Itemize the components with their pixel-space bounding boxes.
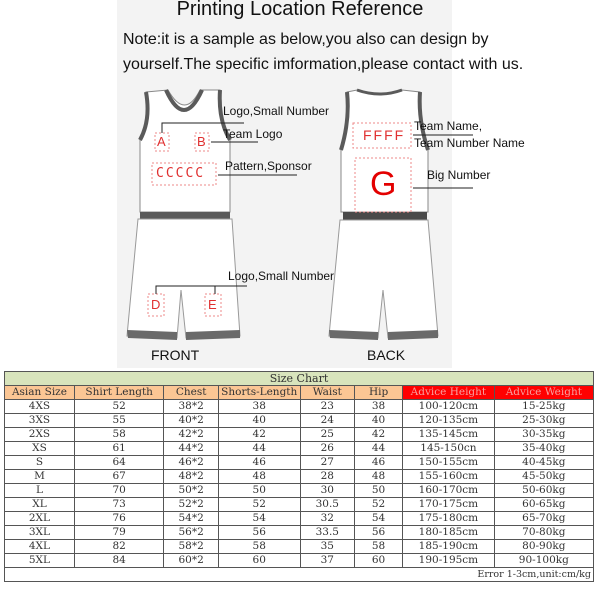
table-row (5, 526, 594, 540)
table-cell: 56 (354, 526, 402, 540)
table-cell: 60 (354, 554, 402, 568)
table-cell: 52 (354, 498, 402, 512)
col-chest: Chest (164, 386, 218, 400)
table-cell: 42 (354, 428, 402, 442)
table-cell: 38 (218, 400, 300, 414)
table-cell: 40 (218, 414, 300, 428)
mark-e: E (208, 297, 217, 312)
col-shorts-length: Shorts-Length (218, 386, 300, 400)
table-cell: 170-175cm (403, 498, 494, 512)
table-cell: 50*2 (164, 484, 218, 498)
table-cell: 33.5 (300, 526, 354, 540)
col-asian-size: Asian Size (5, 386, 75, 400)
table-cell: 40*2 (164, 414, 218, 428)
table-cell: 190-195cm (403, 554, 494, 568)
table-row (5, 554, 594, 568)
table-cell: 58 (74, 428, 164, 442)
table-cell: 90-100kg (494, 554, 593, 568)
table-cell: 38*2 (164, 400, 218, 414)
table-cell: 23 (300, 400, 354, 414)
table-cell: 79 (74, 526, 164, 540)
table-cell: 15-25kg (494, 400, 593, 414)
table-cell: 44 (218, 442, 300, 456)
mark-d: D (151, 297, 161, 312)
front-jersey (140, 90, 230, 219)
table-cell: 70 (74, 484, 164, 498)
table-cell: XS (5, 442, 75, 456)
table-row (5, 456, 594, 470)
col-shirt-length: Shirt Length (74, 386, 164, 400)
table-cell: 48*2 (164, 470, 218, 484)
back-view-label: BACK (367, 347, 406, 363)
table-cell: S (5, 456, 75, 470)
table-cell: 54*2 (164, 512, 218, 526)
table-row (5, 512, 594, 526)
table-cell: 2XS (5, 428, 75, 442)
label-pattern-sponsor: Pattern,Sponsor (225, 159, 312, 173)
table-cell: 60-65kg (494, 498, 593, 512)
table-cell: 37 (300, 554, 354, 568)
table-cell: 4XS (5, 400, 75, 414)
table-cell: 67 (74, 470, 164, 484)
col-advice-weight: Advice Weight (494, 386, 593, 400)
table-cell: L (5, 484, 75, 498)
table-cell: 46 (218, 456, 300, 470)
table-cell: 46*2 (164, 456, 218, 470)
table-cell: 27 (300, 456, 354, 470)
table-cell: 58 (218, 540, 300, 554)
table-cell: 73 (74, 498, 164, 512)
table-cell: 2XL (5, 512, 75, 526)
table-row (5, 540, 594, 554)
table-cell: XL (5, 498, 75, 512)
table-cell: 58 (354, 540, 402, 554)
back-shorts (329, 220, 438, 340)
table-cell: 56 (218, 526, 300, 540)
table-cell: 30 (300, 484, 354, 498)
col-waist: Waist (300, 386, 354, 400)
mark-b: B (197, 134, 206, 149)
mark-f: FFFF (363, 127, 406, 143)
table-cell: 3XL (5, 526, 75, 540)
table-cell: 61 (74, 442, 164, 456)
table-cell: 58*2 (164, 540, 218, 554)
size-chart-footnote: Error 1-3cm,unit:cm/kg (5, 568, 594, 582)
table-cell: 52*2 (164, 498, 218, 512)
table-cell: 40 (354, 414, 402, 428)
col-hip: Hip (354, 386, 402, 400)
table-cell: 185-190cm (403, 540, 494, 554)
table-cell: 84 (74, 554, 164, 568)
label-team-logo: Team Logo (223, 127, 283, 141)
table-cell: 35-40kg (494, 442, 593, 456)
table-cell: 150-155cm (403, 456, 494, 470)
label-logo-small-number: Logo,Small Number (223, 104, 330, 118)
table-cell: 25 (300, 428, 354, 442)
table-cell: 42*2 (164, 428, 218, 442)
table-cell: 45-50kg (494, 470, 593, 484)
table-row (5, 498, 594, 512)
table-row (5, 414, 594, 428)
table-row (5, 400, 594, 414)
mark-c: CCCCC (156, 166, 206, 181)
table-cell: 35 (300, 540, 354, 554)
table-cell: 44*2 (164, 442, 218, 456)
table-cell: 60 (218, 554, 300, 568)
table-cell: 145-150cn (403, 442, 494, 456)
table-cell: 65-70kg (494, 512, 593, 526)
table-cell: 60*2 (164, 554, 218, 568)
table-cell: 155-160cm (403, 470, 494, 484)
table-cell: 32 (300, 512, 354, 526)
col-advice-height: Advice Height (403, 386, 494, 400)
table-row (5, 470, 594, 484)
table-cell: 42 (218, 428, 300, 442)
table-cell: 30-35kg (494, 428, 593, 442)
table-cell: 26 (300, 442, 354, 456)
table-row (5, 484, 594, 498)
table-row (5, 442, 594, 456)
table-cell: 160-170cm (403, 484, 494, 498)
table-cell: 25-30kg (494, 414, 593, 428)
label-team-name: Team Name, (414, 119, 483, 133)
table-cell: 120-135cm (403, 414, 494, 428)
table-cell: 52 (74, 400, 164, 414)
mark-a: A (157, 134, 166, 149)
label-shorts-logo-small-number: Logo,Small Number (228, 269, 335, 283)
table-cell: 28 (300, 470, 354, 484)
table-cell: 100-120cm (403, 400, 494, 414)
table-cell: 82 (74, 540, 164, 554)
table-cell: 50 (354, 484, 402, 498)
table-row (5, 428, 594, 442)
table-cell: 80-90kg (494, 540, 593, 554)
table-cell: 24 (300, 414, 354, 428)
note-line-2: yourself.The specific imformation,please contact with us. (123, 56, 524, 73)
label-big-number: Big Number (427, 168, 491, 182)
table-cell: 30.5 (300, 498, 354, 512)
table-cell: 64 (74, 456, 164, 470)
table-cell: 55 (74, 414, 164, 428)
table-cell: 76 (74, 512, 164, 526)
table-cell: 54 (218, 512, 300, 526)
table-cell: 40-45kg (494, 456, 593, 470)
table-cell: 38 (354, 400, 402, 414)
front-shorts (127, 219, 240, 340)
table-cell: M (5, 470, 75, 484)
table-cell: 50 (218, 484, 300, 498)
table-cell: 48 (218, 470, 300, 484)
table-cell: 50-60kg (494, 484, 593, 498)
front-view-label: FRONT (151, 347, 200, 363)
table-cell: 48 (354, 470, 402, 484)
table-cell: 70-80kg (494, 526, 593, 540)
mark-g: G (370, 165, 397, 203)
table-cell: 4XL (5, 540, 75, 554)
table-cell: 46 (354, 456, 402, 470)
table-cell: 3XS (5, 414, 75, 428)
table-cell: 56*2 (164, 526, 218, 540)
table-cell: 135-145cm (403, 428, 494, 442)
page-title: Printing Location Reference (176, 0, 424, 20)
note-line-1: Note:it is a sample as below,you also can design by (123, 31, 489, 48)
table-cell: 44 (354, 442, 402, 456)
label-team-number-name: Team Number Name (414, 136, 525, 150)
size-chart (4, 371, 594, 582)
table-cell: 54 (354, 512, 402, 526)
table-cell: 175-180cm (403, 512, 494, 526)
table-cell: 180-185cm (403, 526, 494, 540)
table-cell: 5XL (5, 554, 75, 568)
table-cell: 52 (218, 498, 300, 512)
size-chart-body (5, 400, 594, 568)
size-chart-title: Size Chart (5, 372, 594, 386)
